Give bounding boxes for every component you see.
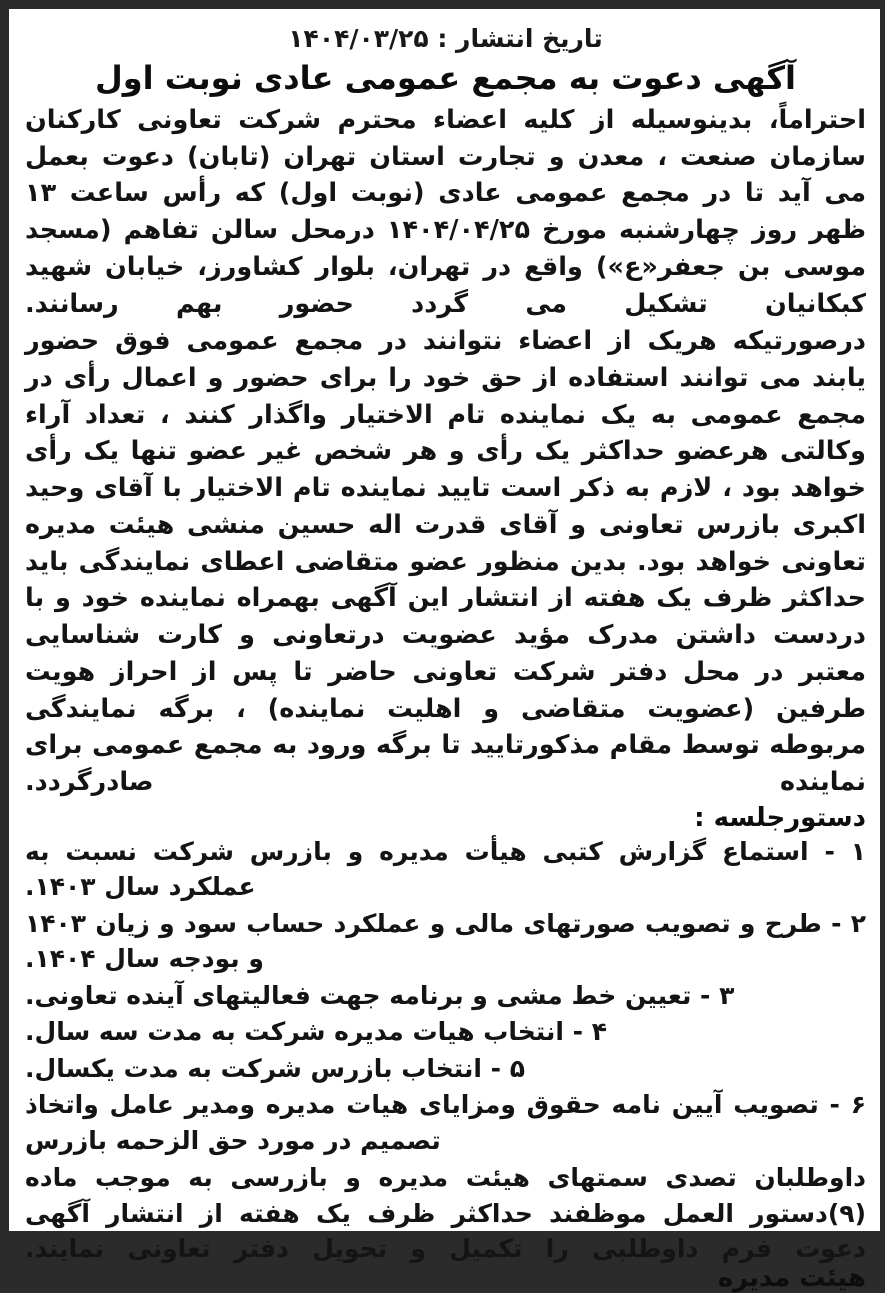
agenda-item-5: ۵ - انتخاب بازرس شرکت به مدت یکسال. <box>25 1053 525 1083</box>
agenda-item-4: ۴ - انتخاب هیات مدیره شرکت به مدت سه سال. <box>25 1017 607 1047</box>
publication-date: تاریخ انتشار : ۱۴۰۴/۰۳/۲۵ <box>288 24 603 53</box>
agenda-heading: دستورجلسه : <box>694 802 866 833</box>
body-paragraph-1: احتراماً، بدینوسیله از کلیه اعضاء محترم شرکت تعاونی کارکنان سازمان صنعت ، معدن و تجارت استان تهران (تابان) دعوت بعمل می آید تا در مجمع عمومی عادی (نوبت اول) که رأس ساعت ۱۳ ظهر روز چهارشنبه مورخ ۱۴۰۴/۰۴/۲۵ درمحل سالن تفاهم (مسجد موسی بن جعفر«ع») واقع در تهران، بلوار کشاورز، خیابان شهید کبکانیان تشکیل می گردد حضور بهم رسانند. <box>25 105 866 319</box>
agenda-item-3: ۳ - تعیین خط مشی و برنامه جهت فعالیتهای آینده تعاونی. <box>25 980 735 1010</box>
closing-notice: داوطلبان تصدی سمتهای هیئت مدیره و بازرسی به موجب ماده (۹)دستور العمل موظفند حداکثر ظرف یک هفته از انتشار آگهی دعوت فرم داوطلبی را تکمیل و تحویل دفتر تعاونی نمایند. <box>25 1163 866 1264</box>
body-paragraph-2: درصورتیکه هریک از اعضاء نتوانند در مجمع عمومی فوق حضور یابند می توانند استفاده از حق خود را برای حضور و اعمال رأی در مجمع عمومی به یک نماینده تام الاختیار واگذار کنند ، تعداد آراء وکالتی هرعضو حداکثر یک رأی و هر شخص غیر عضو تنها یک رأی خواهد بود ، لازم به ذکر است تایید نماینده تام الاختیار با آقای وحید اکبری بازرس تعاونی و آقای قدرت اله حسین منشی هیئت مدیره تعاونی خواهد بود. بدین منظور عضو متقاضی اعطای نمایندگی باید حداکثر ظرف یک هفته از انتشار این آگهی بهمراه نماینده خود و با دردست داشتن مدرک مؤید عضویت درتعاونی و کارت شناسایی معتبر در محل دفتر شرکت تعاونی حاضر تا پس از احراز هویت طرفین (عضویت متقاضی و اهلیت نماینده) ، برگه نمایندگی مربوطه توسط مقام مذکورتایید تا برگه ورود به مجمع عمومی برای نماینده صادرگردد. <box>25 326 866 797</box>
page-title: آگهی دعوت به مجمع عمومی عادی نوبت اول <box>95 59 796 98</box>
agenda-item-6: ۶ - تصویب آیین نامه حقوق ومزایای هیات مدیره ومدیر عامل واتخاذ تصمیم در مورد حق الزحمه بازرس <box>25 1090 866 1155</box>
notice-content <box>25 23 866 1293</box>
agenda-item-1: ۱ - استماع گزارش کتبی هیأت مدیره و بازرس شرکت نسبت به عملکرد سال ۱۴۰۳. <box>25 836 866 902</box>
signature-line: هیئت مدیره <box>717 1262 866 1293</box>
agenda-item-2: ۲ - طرح و تصویب صورتهای مالی و عملکرد حساب سود و زیان ۱۴۰۳ و بودجه سال ۱۴۰۴. <box>25 908 866 974</box>
agenda-list <box>25 834 866 1159</box>
